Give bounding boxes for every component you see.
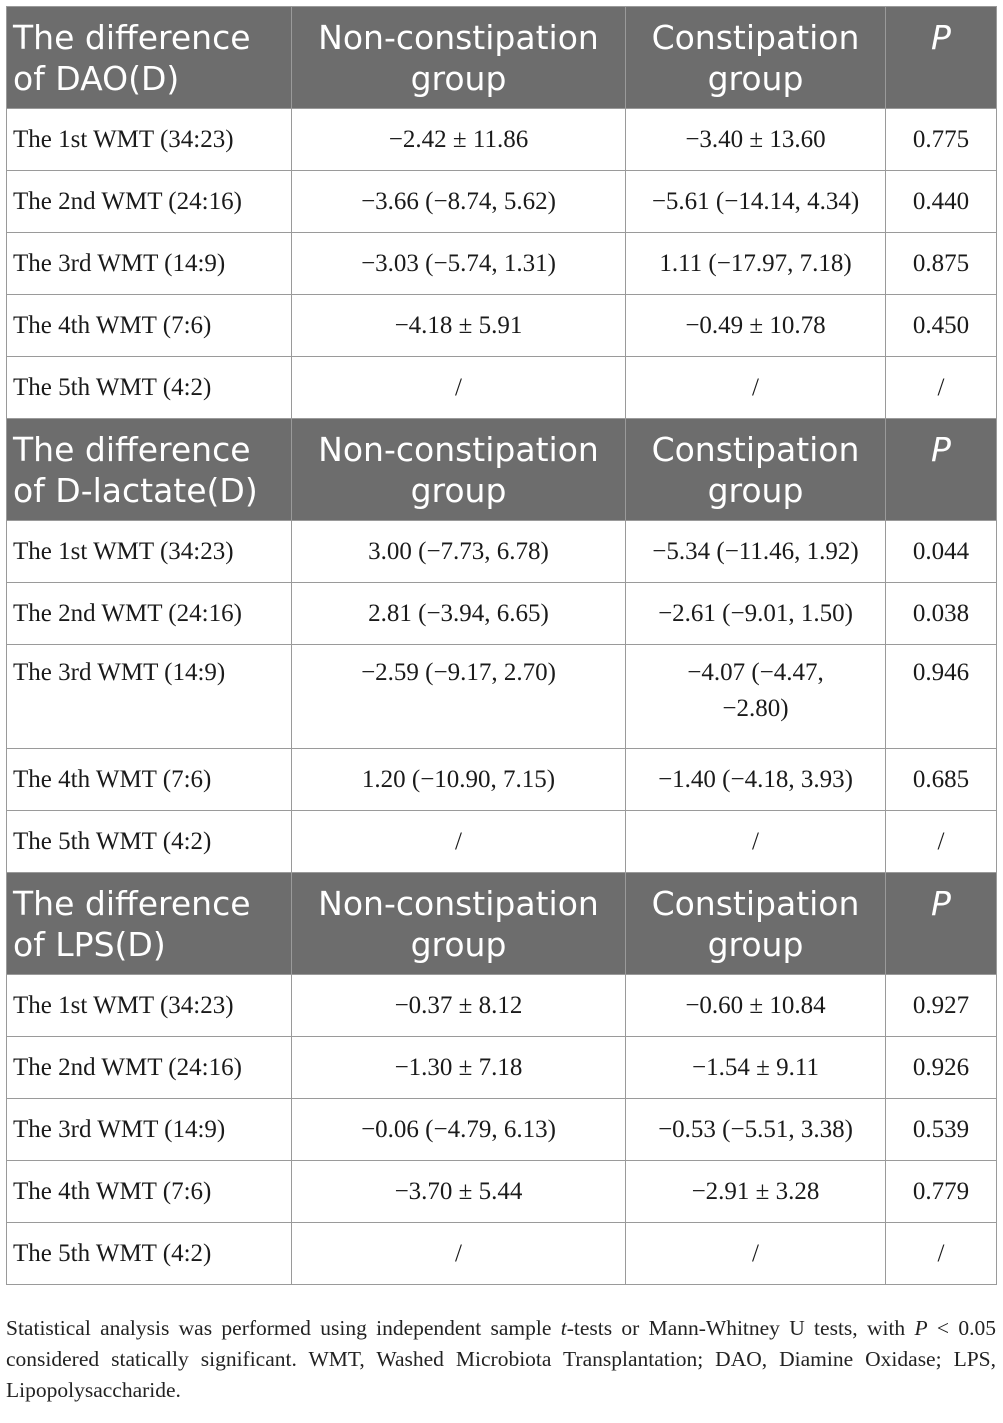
header-non-constipation: Non-constipation group	[292, 873, 626, 975]
header-constipation: Constipation group	[626, 419, 886, 521]
non-constipation-value: −0.06 (−4.79, 6.13)	[292, 1099, 626, 1161]
non-constipation-value: 2.81 (−3.94, 6.65)	[292, 583, 626, 645]
constipation-value: −0.49 ± 10.78	[626, 295, 886, 357]
constipation-value: −2.61 (−9.01, 1.50)	[626, 583, 886, 645]
footnote-p-symbol: P	[914, 1316, 928, 1340]
header-constipation: Constipation group	[626, 7, 886, 109]
p-value: /	[886, 811, 997, 873]
constipation-value: −5.34 (−11.46, 1.92)	[626, 521, 886, 583]
row-label: The 3rd WMT (14:9)	[7, 645, 292, 749]
p-value: 0.779	[886, 1161, 997, 1223]
non-constipation-value: /	[292, 811, 626, 873]
constipation-value: −0.53 (−5.51, 3.38)	[626, 1099, 886, 1161]
table-row	[7, 645, 997, 749]
constipation-value: −2.91 ± 3.28	[626, 1161, 886, 1223]
header-non-constipation: Non-constipation group	[292, 419, 626, 521]
p-value: 0.539	[886, 1099, 997, 1161]
p-value: 0.440	[886, 171, 997, 233]
non-constipation-value: 1.20 (−10.90, 7.15)	[292, 749, 626, 811]
p-value: 0.450	[886, 295, 997, 357]
non-constipation-value: −3.03 (−5.74, 1.31)	[292, 233, 626, 295]
data-table	[6, 6, 997, 1285]
non-constipation-value: 3.00 (−7.73, 6.78)	[292, 521, 626, 583]
table-row	[7, 1037, 997, 1099]
table-row	[7, 749, 997, 811]
p-value: 0.685	[886, 749, 997, 811]
table-row	[7, 1223, 997, 1285]
p-value: 0.946	[886, 645, 997, 749]
p-value: 0.927	[886, 975, 997, 1037]
table-row	[7, 109, 997, 171]
row-label: The 1st WMT (34:23)	[7, 521, 292, 583]
row-label: The 5th WMT (4:2)	[7, 1223, 292, 1285]
p-value: 0.926	[886, 1037, 997, 1099]
non-constipation-value: /	[292, 357, 626, 419]
section-header-lps	[7, 873, 997, 975]
row-label: The 1st WMT (34:23)	[7, 109, 292, 171]
row-label: The 5th WMT (4:2)	[7, 811, 292, 873]
constipation-value: /	[626, 1223, 886, 1285]
section-header-d-lactate	[7, 419, 997, 521]
non-constipation-value: −2.42 ± 11.86	[292, 109, 626, 171]
row-label: The 5th WMT (4:2)	[7, 357, 292, 419]
p-value: /	[886, 357, 997, 419]
table-row	[7, 357, 997, 419]
row-label: The 2nd WMT (24:16)	[7, 1037, 292, 1099]
constipation-value: −0.60 ± 10.84	[626, 975, 886, 1037]
row-label: The 4th WMT (7:6)	[7, 1161, 292, 1223]
header-p: P	[886, 7, 997, 109]
constipation-value: −4.07 (−4.47, −2.80)	[626, 645, 886, 749]
row-label: The 3rd WMT (14:9)	[7, 233, 292, 295]
constipation-value: /	[626, 811, 886, 873]
p-value: 0.038	[886, 583, 997, 645]
footnote-text-2: -tests or Mann-Whitney U tests, with	[566, 1316, 915, 1340]
non-constipation-value: −2.59 (−9.17, 2.70)	[292, 645, 626, 749]
header-p: P	[886, 873, 997, 975]
row-label: The 4th WMT (7:6)	[7, 295, 292, 357]
section-header-dao	[7, 7, 997, 109]
table-row	[7, 583, 997, 645]
table-row	[7, 1161, 997, 1223]
table-row	[7, 975, 997, 1037]
p-value: 0.875	[886, 233, 997, 295]
constipation-value: /	[626, 357, 886, 419]
non-constipation-value: −3.66 (−8.74, 5.62)	[292, 171, 626, 233]
p-value: 0.775	[886, 109, 997, 171]
table-row	[7, 1099, 997, 1161]
header-non-constipation: Non-constipation group	[292, 7, 626, 109]
header-measure: The difference of DAO(D)	[7, 7, 292, 109]
non-constipation-value: −4.18 ± 5.91	[292, 295, 626, 357]
row-label: The 4th WMT (7:6)	[7, 749, 292, 811]
header-measure: The difference of D-lactate(D)	[7, 419, 292, 521]
footnote-text-3: < 0.05 considered statically significant. WMT, Washed Microbiota Transplantation; DAO, Diamine Oxidase; LPS, Lipopolysaccharide.	[6, 1316, 996, 1402]
table-row	[7, 295, 997, 357]
constipation-value: −5.61 (−14.14, 4.34)	[626, 171, 886, 233]
constipation-value: −1.40 (−4.18, 3.93)	[626, 749, 886, 811]
non-constipation-value: /	[292, 1223, 626, 1285]
header-p: P	[886, 419, 997, 521]
row-label: The 2nd WMT (24:16)	[7, 583, 292, 645]
row-label: The 1st WMT (34:23)	[7, 975, 292, 1037]
header-measure: The difference of LPS(D)	[7, 873, 292, 975]
table-row	[7, 171, 997, 233]
footnote-text-1: Statistical analysis was performed using independent sample	[6, 1316, 561, 1340]
table-row	[7, 521, 997, 583]
p-value: 0.044	[886, 521, 997, 583]
constipation-value: −1.54 ± 9.11	[626, 1037, 886, 1099]
row-label: The 2nd WMT (24:16)	[7, 171, 292, 233]
row-label: The 3rd WMT (14:9)	[7, 1099, 292, 1161]
table-footnote	[6, 1313, 996, 1406]
non-constipation-value: −1.30 ± 7.18	[292, 1037, 626, 1099]
constipation-value: −3.40 ± 13.60	[626, 109, 886, 171]
non-constipation-value: −0.37 ± 8.12	[292, 975, 626, 1037]
header-constipation: Constipation group	[626, 873, 886, 975]
non-constipation-value: −3.70 ± 5.44	[292, 1161, 626, 1223]
footnote-t-symbol: t	[560, 1316, 567, 1340]
p-value: /	[886, 1223, 997, 1285]
constipation-value: 1.11 (−17.97, 7.18)	[626, 233, 886, 295]
table-row	[7, 233, 997, 295]
table-container	[6, 6, 996, 1285]
table-row	[7, 811, 997, 873]
